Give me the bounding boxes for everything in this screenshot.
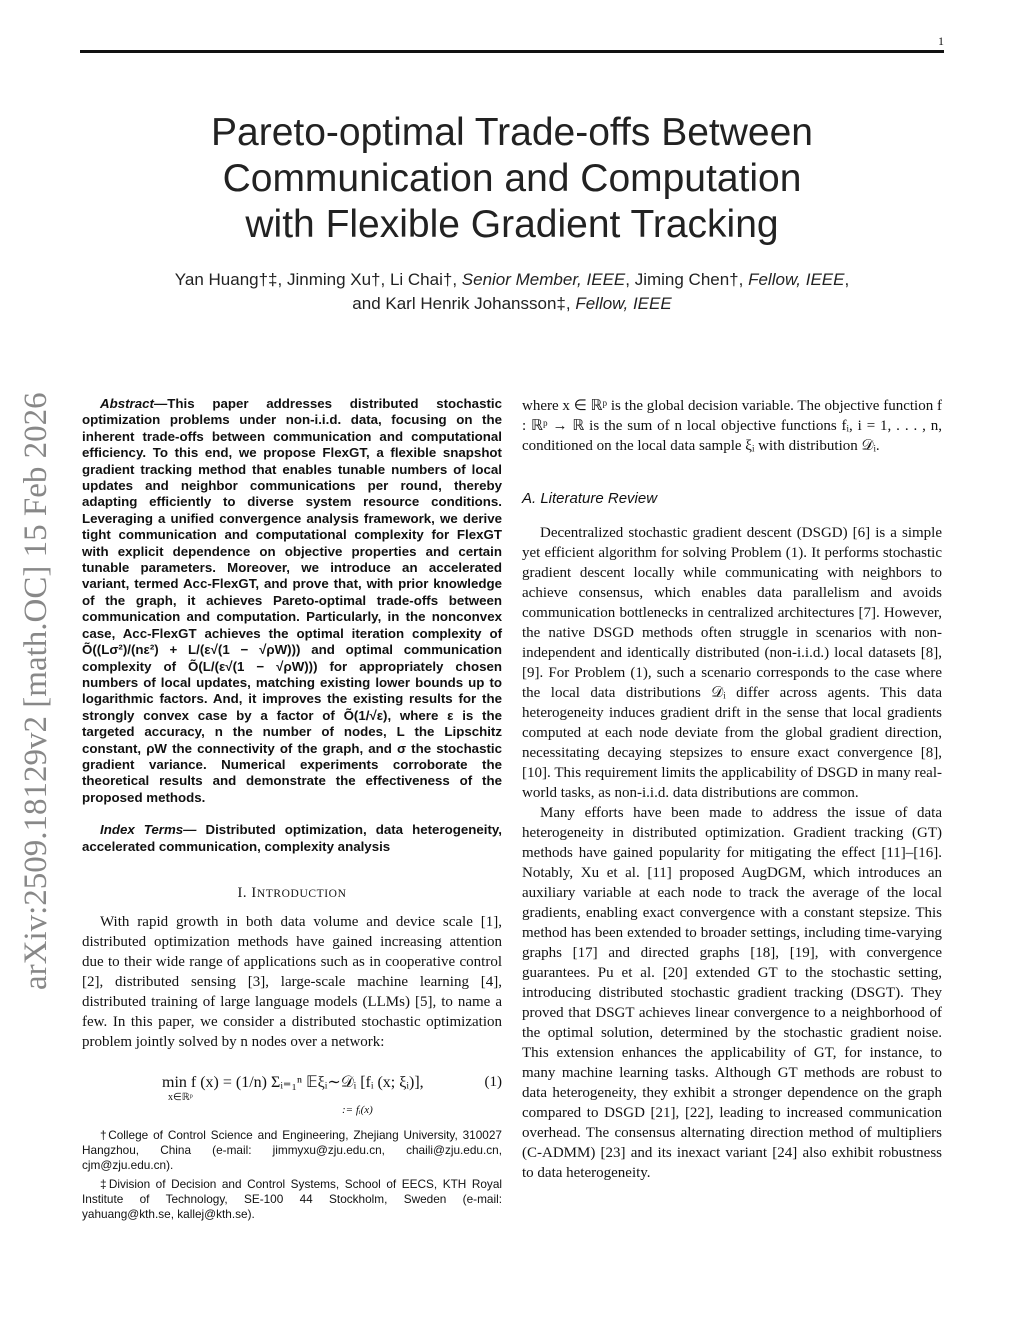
- footnote: †College of Control Science and Engineering, Zhejiang University, 310027 Hangzhou, China (e-mail: jimmyxu@zju.edu.cn, chaili@zju.edu.cn, cjm@zju.edu.cn).: [82, 1127, 502, 1172]
- title-line: Pareto-optimal Trade-offs Between: [211, 111, 813, 154]
- index-terms-text: Distributed optimization, data heterogeneity, accelerated communication, complexity analysis: [82, 822, 503, 854]
- section-rest: NTRODUCTION: [256, 887, 347, 900]
- subsection-heading: A. Literature Review: [522, 490, 658, 507]
- equation-number: (1): [484, 1073, 502, 1090]
- author-role: Fellow, IEEE: [575, 294, 672, 313]
- title-line: with Flexible Gradient Tracking: [245, 203, 779, 246]
- abstract-label: Abstract—: [100, 396, 168, 411]
- author-text: , Jiming Chen†,: [625, 270, 749, 289]
- author-row: [80, 268, 944, 292]
- title-line: Communication and Computation: [222, 157, 802, 200]
- right-column: [522, 396, 942, 1183]
- literature-paragraph: Decentralized stochastic gradient descent (DSGD) [6] is a simple yet efficient algorithm for solving Problem (1). It performs stochastic gradient descent locally while communicating with neighbors to achieve consensus, which enables data parallelism and avoids communication bottlenecks in centralized architectures [7]. However, the native DSGD methods often struggle in scenarios with non-independent and identically distributed (non-i.i.d.) local datasets [8], [9]. For Problem (1), such a scenario corresponds to the case where the local data distributions 𝒟ᵢ differ across agents. This data heterogeneity induces gradient drift in the sense that local gradients computed at each node deviate from the global gradient direction, necessitating decaying stepsizes to ensure exact convergence [8], [10]. This requirement limits the applicability of DSGD in many real-world tasks, as non-i.i.d. data distributions are common.: [522, 525, 942, 801]
- author-row: [80, 292, 944, 316]
- section-number: I.: [237, 884, 252, 901]
- abstract: [82, 396, 502, 806]
- abstract-text: This paper addresses distributed stochastic optimization problems under non-i.i.d. data, focusing on the inherent trade-offs between communication and computational efficiency. To this end, we propose FlexGT, a flexible snapshot gradient tracking method that enables tunable numbers of local updates and neighbor communications per round, thereby adapting efficiently to diverse system resource conditions. Leveraging a unified convergence analysis framework, we derive tight communication and computational complexity for FlexGT with explicit dependence on objective properties and certain tunable parameters. Moreover, we introduce an accelerated variant, termed Acc-FlexGT, and prove that, with prior knowledge of the graph, it achieves Pareto-optimal trade-offs between communication and computation. Particularly, in the nonconvex case, Acc-FlexGT achieves the optimal iteration complexity of Õ((Lσ²)/(nε²) + L/(ε√(1 − √ρW))) and optimal communication complexity of Õ(L/(ε√(1 − √ρW))) for appropriately chosen numbers of local updates, matching existing lower bounds up to logarithmic factors. And, it improves the existing results for the strongly convex case by a factor of Õ(1/√ε), where ε is the targeted accuracy, n the number of nodes, L the Lipschitz constant, ρW the connectivity of the graph, and σ the stochastic gradient variance. Numerical experiments corroborate the theoretical results and demonstrate the effectiveness of the proposed methods.: [82, 396, 502, 805]
- equation-body: [162, 1072, 424, 1103]
- section-heading: [82, 885, 502, 902]
- header-rule: [80, 50, 944, 53]
- paper-title: [80, 110, 944, 248]
- author-role: Fellow, IEEE: [748, 270, 845, 289]
- equation-1: [82, 1060, 502, 1120]
- author-text: and Karl Henrik Johansson‡,: [352, 294, 576, 313]
- footnote: ‡Division of Decision and Control Systems, School of EECS, KTH Royal Institute of Technology, SE-100 44 Stockholm, Sweden (e-mail: yahuang@kth.se, kallej@kth.se).: [82, 1176, 502, 1221]
- author-text: Yan Huang†‡, Jinming Xu†, Li Chai†,: [174, 270, 462, 289]
- right-intro: where x ∈ ℝᵖ is the global decision variable. The objective function f : ℝᵖ → ℝ is the sum of n local objective functions fᵢ, i = 1, . . . , n, conditioned on the local data sample ξᵢ with distribution 𝒟ᵢ.: [522, 398, 942, 454]
- equation-underbrace: := fᵢ(x): [342, 1103, 373, 1116]
- author-list: [80, 268, 944, 316]
- author-role: Senior Member, IEEE: [461, 270, 626, 289]
- index-terms: [82, 822, 502, 855]
- equation-subscript: x∈ℝᵖ: [168, 1091, 193, 1103]
- literature-paragraph: Many efforts have been made to address the issue of data heterogeneity in distributed optimization. Gradient tracking (GT) methods have gained popularity for mitigating the effect [11]–[16]. Notably, Xu et al. [11] proposed AugDGM, which introduces an auxiliary variable at each node to track the average of the local gradients, enabling exact convergence with a constant stepsize. This method has been extended to broader settings, including time-varying graphs [17] and directed graphs [18], [19], with convergence guarantees. Pu et al. [20] extended GT to the stochastic setting, introducing distributed stochastic gradient tracking (DSGT). They proved that DSGT achieves linear convergence to a neighborhood of the optimal solution, determined by the stochastic gradient noise. This extension enhances the applicability of GT, for instance, to many machine learning tasks. Although GT methods are robust to data heterogeneity, they exhibit a stronger dependence on the graph compared to DSGD [21], [22], leading to increased communication overhead. The consensus alternating direction method of multipliers (C-ADMM) [23] and its inexact variant [24] also exhibit robustness to data heterogeneity.: [522, 805, 942, 1181]
- equation-text: min f (x) = (1/n) Σᵢ₌₁ⁿ 𝔼ξᵢ∼𝒟ᵢ [fᵢ (x; ξᵢ)],: [162, 1073, 424, 1091]
- index-terms-label: Index Terms—: [100, 822, 197, 838]
- arxiv-stamp: arXiv:2509.18129v2 [math.OC] 15 Feb 2026: [18, 392, 54, 990]
- intro-paragraph: With rapid growth in both data volume and device scale [1], distributed optimization methods have gained increasing attention due to their wide range of applications such as in cooperative control [2], distributed sensing [3], large-scale machine learning [4], distributed training of large language models (LLMs) [5], to name a few. In this paper, we consider a distributed stochastic optimization problem jointly solved by n nodes over a network:: [82, 913, 502, 1050]
- page-number: 1: [938, 34, 944, 48]
- author-text: ,: [844, 270, 850, 289]
- section-cap: I: [251, 884, 257, 901]
- left-column: [82, 396, 502, 1222]
